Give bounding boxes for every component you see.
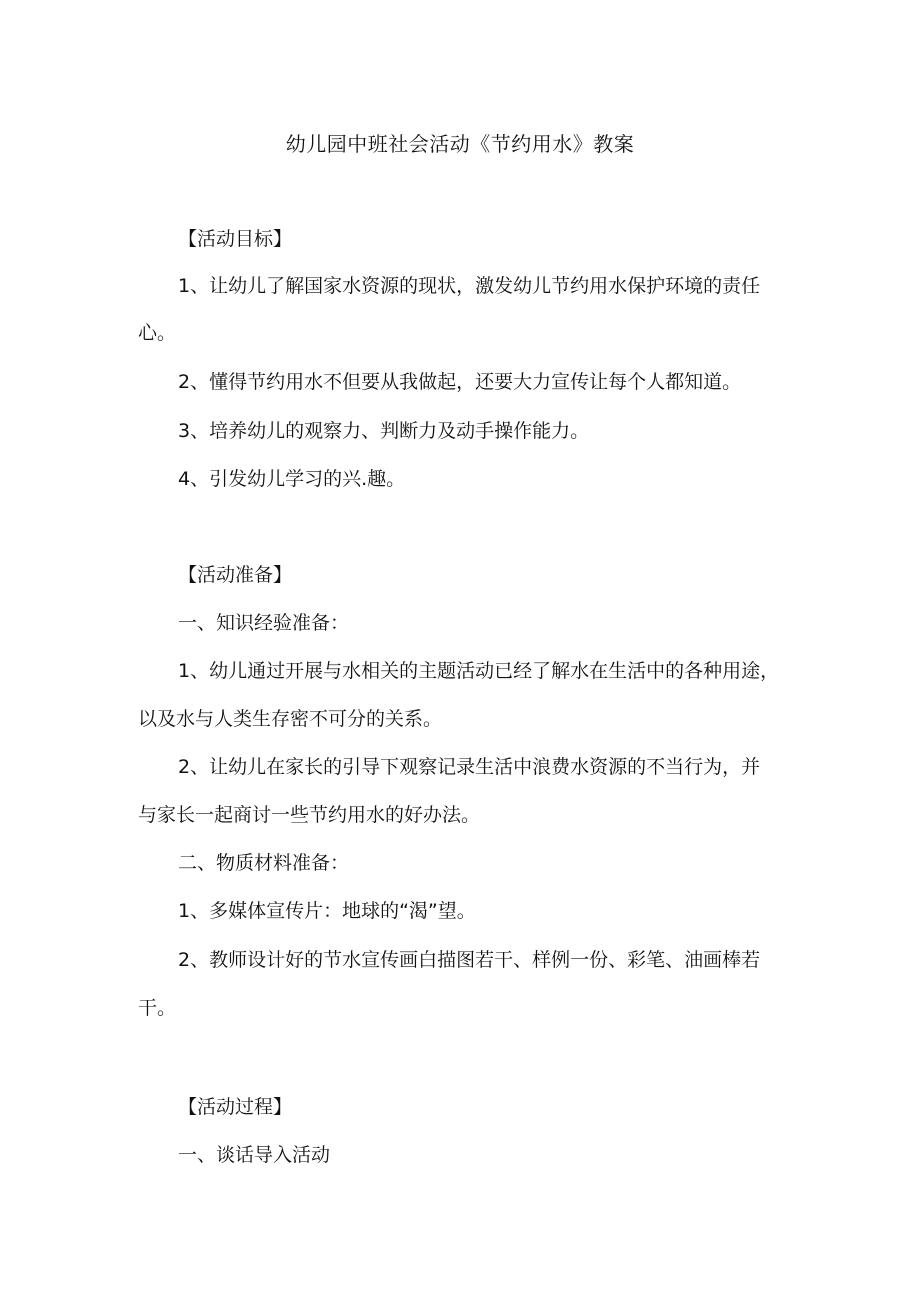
goal-item-3: 3、培养幼儿的观察力、判断力及动手操作能力。	[178, 420, 590, 442]
section-heading-process: 【活动过程】	[178, 1096, 293, 1118]
page-title: 幼儿园中班社会活动《节约用水》教案	[285, 132, 635, 156]
preparation-item-1-line-1: 1、幼儿通过开展与水相关的主题活动已经了解水在生活中的各种用途，	[178, 660, 780, 682]
goal-item-1-line-1: 1、让幼儿了解国家水资源的现状，激发幼儿节约用水保护环境的责任	[178, 275, 761, 297]
preparation-item-2-line-2: 与家长一起商讨一些节约用水的好办法。	[138, 804, 481, 826]
material-item-1: 1、多媒体宣传片：地球的“渴”望。	[178, 900, 476, 922]
goal-item-2: 2、懂得节约用水不但要从我做起，还要大力宣传让每个人都知道。	[178, 371, 742, 393]
material-item-2-line-2: 干。	[138, 997, 177, 1019]
preparation-sub-2: 二、物质材料准备：	[178, 852, 350, 874]
goal-item-4: 4、引发幼儿学习的兴.趣。	[178, 468, 406, 490]
goal-item-1-line-2: 心。	[138, 322, 177, 344]
preparation-sub-1: 一、知识经验准备：	[178, 612, 350, 634]
process-sub-1: 一、谈话导入活动	[178, 1144, 331, 1166]
section-heading-preparation: 【活动准备】	[178, 564, 293, 586]
preparation-item-2-line-1: 2、让幼儿在家长的引导下观察记录生活中浪费水资源的不当行为，并	[178, 756, 761, 778]
preparation-item-1-line-2: 以及水与人类生存密不可分的关系。	[138, 708, 443, 730]
material-item-2-line-1: 2、教师设计好的节水宣传画白描图若干、样例一份、彩笔、油画棒若	[178, 949, 761, 971]
section-heading-goals: 【活动目标】	[178, 228, 293, 250]
